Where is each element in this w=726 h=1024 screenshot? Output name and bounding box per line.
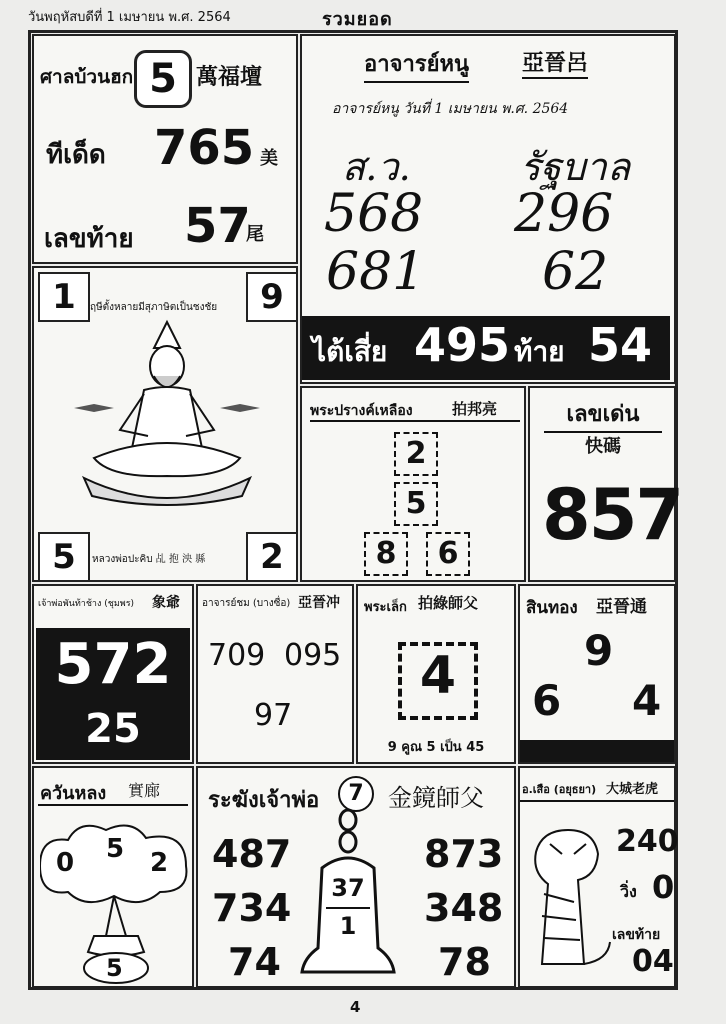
rakang-left-3: 74: [228, 940, 281, 984]
hermit-corner-bl: 5: [38, 532, 90, 582]
rakang-left-1: 487: [212, 832, 292, 876]
phra-lek-box: [356, 584, 516, 764]
ajarn-noo-title: อาจารย์หนู: [364, 46, 469, 83]
prang-title: พระปรางค์เหลือง: [310, 403, 413, 419]
col2-value-2: 62: [542, 242, 609, 302]
phra-lek-cn: 拍綠師父: [418, 594, 479, 612]
col2-value-1: 296: [514, 184, 614, 244]
col1-value-1: 568: [324, 184, 424, 244]
bell-value-top: 37: [331, 874, 365, 902]
temple-name: ศาลบ้วนฮก: [40, 66, 134, 88]
hermit-box: [32, 266, 298, 582]
tiger-box: [518, 766, 679, 988]
chao-por-value-small: 25: [85, 706, 141, 752]
hermit-corner-br: 2: [246, 532, 298, 582]
tiger-run-value: 0: [652, 868, 675, 906]
sin-thong-digit-2: 6: [532, 676, 562, 725]
rakang-right-3: 78: [438, 940, 491, 984]
chao-por-cn: 象爺: [152, 595, 180, 611]
sin-thong-bar: [520, 740, 674, 762]
kwan-long-digit-3: 2: [150, 848, 169, 878]
bell-value-bottom: 1: [339, 912, 357, 940]
kwan-long-cn: 實廊: [128, 781, 161, 800]
rakang-right-2: 348: [424, 886, 504, 930]
prang-cn: 拍邦亮: [452, 400, 498, 418]
rakang-cn: 金鏡師父: [388, 784, 484, 812]
tided-value: 765: [154, 120, 255, 176]
ajarn-noo-banner: [302, 316, 670, 380]
sin-thong-box: [518, 584, 676, 764]
chao-por-box: [32, 584, 194, 764]
hermit-corner-tl: 1: [38, 272, 90, 322]
col1-value-2: 681: [326, 242, 426, 302]
banner-label-2: ท้าย: [514, 335, 565, 368]
brand-title: รวมยอด: [322, 9, 393, 30]
rakang-box: [196, 766, 516, 988]
tail-value: 57: [184, 198, 251, 254]
kwan-long-digit-1: 0: [56, 848, 75, 878]
temple-cn: 萬福壇: [196, 64, 263, 90]
rakang-badge: 7: [338, 776, 374, 812]
rakang-left-2: 734: [212, 886, 292, 930]
sin-thong-digit-3: 4: [632, 676, 662, 725]
ajarn-som-value-2: 095: [284, 638, 342, 673]
phra-lek-title: พระเล็ก: [364, 600, 407, 615]
rakang-title: ระฆังเจ้าพ่อ: [208, 788, 320, 813]
lek-den-box: [528, 386, 683, 582]
tiger-illustration: [524, 824, 614, 974]
sin-thong-title: สินทอง: [526, 598, 578, 618]
kwan-long-underline: [38, 804, 188, 806]
page-number: 4: [350, 998, 361, 1016]
sin-thong-digit-1: 9: [584, 626, 614, 675]
page-date: วันพฤหัสบดีที่ 1 เมษายน พ.ศ. 2564: [28, 10, 231, 25]
phra-lek-note: 9 คูณ 5 เป็น 45: [387, 740, 485, 755]
prang-digit-1: 2: [394, 432, 438, 476]
ajarn-som-value-3: 97: [254, 698, 293, 733]
prang-digit-2: 5: [394, 482, 438, 526]
lek-den-cn: 快碼: [585, 436, 621, 457]
ajarn-som-cn: 亞晉冲: [298, 595, 340, 611]
tiger-cn: 大城老虎: [606, 782, 659, 797]
hermit-figure-illustration: [74, 318, 260, 518]
lek-den-value: 857: [542, 474, 683, 556]
rakang-right-1: 873: [424, 832, 504, 876]
prang-digit-3: 8: [364, 532, 408, 576]
tiger-underline: [520, 800, 674, 802]
phra-lek-value: 4: [419, 646, 457, 706]
col2-label: รัฐบาล: [520, 145, 631, 189]
kwan-long-digit-2: 5: [106, 834, 125, 864]
hermit-corner-tr: 9: [246, 272, 298, 322]
ajarn-noo-subtitle: อาจารย์หนู วันที่ 1 เมษายน พ.ศ. 2564: [332, 101, 569, 117]
chao-por-panel: [36, 628, 190, 760]
sin-thong-cn: 亞晉通: [596, 597, 647, 617]
tiger-value-main: 240: [616, 824, 679, 859]
ajarn-som-box: [196, 584, 354, 764]
temple-badge: 5: [134, 50, 192, 108]
tided-label: ทีเด็ด: [46, 140, 106, 170]
tiger-title: อ.เสือ (อยุธยา): [522, 783, 597, 796]
ajarn-noo-box: [300, 34, 676, 384]
tiger-run-label: วิ่ง: [620, 882, 637, 901]
prang-digit-4: 6: [426, 532, 470, 576]
chao-por-title: เจ้าพ่อพันท้าช้าง (ชุมพร): [38, 599, 135, 609]
tiger-tail-value: 04: [632, 944, 674, 979]
tiger-tail-label: เลขท้าย: [612, 927, 661, 943]
prang-box: [300, 386, 526, 582]
tail-cn: 尾: [246, 224, 264, 245]
kwan-long-box: [32, 766, 194, 988]
ajarn-som-value-1: 709: [208, 638, 266, 673]
prang-title-underline: [310, 420, 520, 422]
lek-den-title: เลขเด่น: [544, 396, 662, 433]
banner-value-2: 54: [588, 318, 653, 372]
kwan-long-digit-4: 5: [106, 954, 123, 982]
chao-por-value-big: 572: [54, 632, 172, 697]
banner-value-1: 495: [414, 318, 511, 372]
banner-label-1: ไต้เสี่ย: [312, 335, 388, 368]
hermit-caption-top: ฤษีตั้งหลายมีสุภาษิตเป็นชงชัย: [90, 302, 218, 313]
temple-box: [32, 34, 298, 264]
col1-label: ส.ว.: [342, 145, 411, 189]
tided-cn: 美: [260, 148, 278, 169]
tail-label: เลขท้าย: [44, 224, 134, 254]
ajarn-noo-cn: 亞晉呂: [522, 46, 588, 79]
ajarn-som-title: อาจารย์ชม (บางซื่อ): [202, 598, 291, 609]
kwan-long-title: ควันหลง: [40, 783, 107, 804]
hermit-caption-bottom: หลวงพ่อปะคิบ 乩 抱 泱 縣: [92, 554, 206, 565]
